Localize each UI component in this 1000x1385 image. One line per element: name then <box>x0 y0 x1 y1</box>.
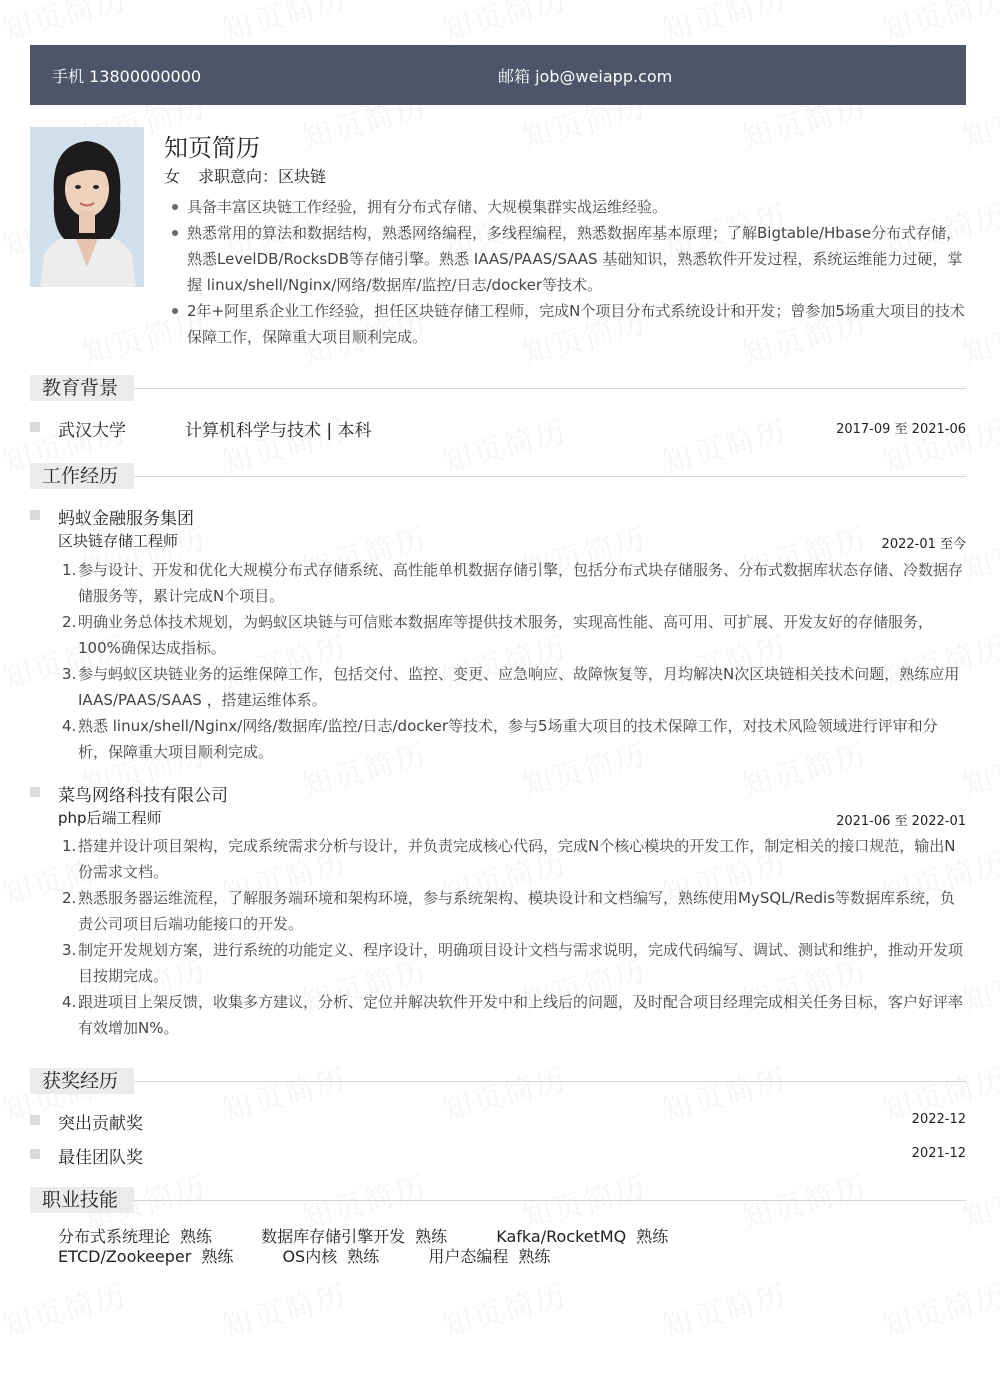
duty-text: 参与蚂蚁区块链业务的运维保障工作，包括交付、监控、变更、应急响应、故障恢复等，月均解决N次区块链相关技术问题，熟练应用 IAAS/PAAS/SAAS ，搭建运维体系。 <box>78 665 960 709</box>
watermark-text <box>0 1270 132 1346</box>
skill-level: 熟练 <box>347 1247 380 1266</box>
skill-item <box>428 1247 550 1267</box>
duty-text: 搭建并设计项目架构，完成系统需求分析与设计，并负责完成核心代码，完成N个核心模块的开发工作，制定相关的接口规范，输出N份需求文档。 <box>78 837 956 881</box>
duty-text: 明确业务总体技术规划，为蚂蚁区块链与可信账本数据库等提供技术服务，实现高性能、高可用、可扩展、开发友好的存储服务，100%确保达成指标。 <box>78 613 934 657</box>
section-header-work <box>30 463 966 489</box>
duty-list <box>58 557 964 765</box>
duty-item: 2. 明确业务总体技术规划，为蚂蚁区块链与可信账本数据库等提供技术服务，实现高性能、高可用、可扩展、开发友好的存储服务，100%确保达成指标。 <box>62 613 934 657</box>
skill-level: 熟练 <box>201 1247 234 1266</box>
duty-text: 熟悉服务器运维流程，了解服务端环境和架构环境，参与系统架构、模块设计和文档编写，熟练使用MySQL/Redis等数据库系统，负责公司项目后端功能接口的开发。 <box>78 889 956 933</box>
job-intent-label: 求职意向： <box>198 167 279 186</box>
award-name: 突出贡献奖 <box>58 1114 143 1134</box>
bullet-square-icon <box>30 510 40 520</box>
summary-list <box>166 194 966 350</box>
email-address: job@weiapp.com <box>535 67 673 86</box>
skill-name: OS内核 <box>282 1247 338 1266</box>
duty-text: 跟进项目上架反馈，收集多方建议，分析、定位并解决软件开发中和上线后的问题，及时配合项目经理完成相关任务目标，客户好评率有效增加N%。 <box>78 993 964 1037</box>
skills-row <box>58 1227 700 1247</box>
duty-item: 1. 参与设计、开发和优化大规模分布式存储系统、高性能单机数据存储引擎，包括分布式块存储服务、分布式数据库状态存储、冷数据存储服务等，累计完成N个项目。 <box>62 561 964 605</box>
job-role: php后端工程师 <box>58 809 162 827</box>
section-title: 获奖经历 <box>30 1068 134 1094</box>
watermark-text <box>656 1270 791 1346</box>
summary-item: 具备丰富区块链工作经验，拥有分布式存储、大规模集群实战运维经验。 <box>166 194 966 220</box>
watermark-text <box>216 1270 351 1346</box>
job-role: 区块链存储工程师 <box>58 532 179 550</box>
section-title: 教育背景 <box>30 375 134 401</box>
job-date: 2022-01 至今 <box>881 537 966 552</box>
gender: 女 <box>164 167 181 186</box>
watermark-text <box>876 0 1000 50</box>
duty-item: 4. 跟进项目上架反馈，收集多方建议，分析、定位并解决软件开发中和上线后的问题，及时配合项目经理完成相关任务目标，客户好评率有效增加N%。 <box>62 993 964 1037</box>
section-divider <box>134 476 966 477</box>
watermark-text <box>956 1378 1000 1385</box>
award-date: 2021-12 <box>911 1146 966 1161</box>
skill-name: 分布式系统理论 <box>58 1227 171 1246</box>
phone-contact <box>52 64 201 87</box>
profile-photo <box>30 127 144 287</box>
duty-text: 参与设计、开发和优化大规模分布式存储系统、高性能单机数据存储引擎，包括分布式块存储服务、分布式数据库状态存储、冷数据存储服务等，累计完成N个项目。 <box>78 561 964 605</box>
duty-text: 熟悉 linux/shell/Nginx/网络/数据库/监控/日志/docker等技术，参与5场重大项目的技术保障工作，对技术风险领域进行评审和分析，保障重大项目顺利完成。 <box>78 717 938 761</box>
watermark-text <box>436 1270 571 1346</box>
watermark-text <box>516 1378 651 1385</box>
skill-item <box>58 1247 233 1267</box>
skills-row <box>58 1247 582 1267</box>
watermark-text <box>216 0 351 50</box>
section-divider <box>134 1200 966 1201</box>
skill-level: 熟练 <box>636 1227 669 1246</box>
company-name: 菜鸟网络科技有限公司 <box>58 786 228 806</box>
phone-label: 手机 <box>52 67 85 86</box>
job-date: 2021-06 至 2022-01 <box>836 814 966 829</box>
watermark-text <box>436 0 571 50</box>
bullet-square-icon <box>30 787 40 797</box>
job-intent-line <box>164 164 344 187</box>
education-date: 2017-09 至 2021-06 <box>836 422 966 437</box>
section-divider <box>134 1081 966 1082</box>
candidate-name: 知页简历 <box>164 134 260 162</box>
duty-text: 制定开发规划方案，进行系统的功能定义、程序设计，明确项目设计文档与需求说明，完成代码编写、调试、测试和维护，推动开发项目按期完成。 <box>78 941 964 985</box>
company-name: 蚂蚁金融服务集团 <box>58 509 194 529</box>
skill-name: 用户态编程 <box>428 1247 509 1266</box>
duty-list <box>58 833 964 1041</box>
bullet-square-icon <box>30 1149 40 1159</box>
section-title: 工作经历 <box>30 463 134 489</box>
skill-item <box>282 1247 379 1267</box>
skill-name: Kafka/RocketMQ <box>496 1227 627 1246</box>
skill-item <box>58 1227 212 1247</box>
job-intent-value: 区块链 <box>278 167 327 186</box>
email-contact <box>498 64 672 87</box>
summary-item: 2年+阿里系企业工作经验，担任区块链存储工程师，完成N个项目分布式系统设计和开发；曾参加5场重大项目的技术保障工作，保障重大项目顺利完成。 <box>166 298 966 350</box>
watermark-text <box>876 1270 1000 1346</box>
watermark-text <box>76 1378 211 1385</box>
skill-level: 熟练 <box>518 1247 551 1266</box>
skill-level: 熟练 <box>415 1227 448 1246</box>
section-header-awards <box>30 1068 966 1094</box>
email-label: 邮箱 <box>498 67 531 86</box>
section-divider <box>134 388 966 389</box>
skill-name: 数据库存储引擎开发 <box>261 1227 406 1246</box>
award-date: 2022-12 <box>911 1112 966 1127</box>
duty-item: 2. 熟悉服务器运维流程，了解服务端环境和架构环境，参与系统架构、模块设计和文档编写，熟练使用MySQL/Redis等数据库系统，负责公司项目后端功能接口的开发。 <box>62 889 956 933</box>
skill-item <box>496 1227 668 1247</box>
duty-item: 3. 制定开发规划方案，进行系统的功能定义、程序设计，明确项目设计文档与需求说明，完成代码编写、调试、测试和维护，推动开发项目按期完成。 <box>62 941 964 985</box>
award-name: 最佳团队奖 <box>58 1148 143 1168</box>
phone-number: 13800000000 <box>89 67 202 86</box>
skill-level: 熟练 <box>180 1227 213 1246</box>
bullet-square-icon <box>30 422 40 432</box>
watermark-text <box>656 0 791 50</box>
skill-name: ETCD/Zookeeper <box>58 1247 192 1266</box>
duty-item: 3. 参与蚂蚁区块链业务的运维保障工作，包括交付、监控、变更、应急响应、故障恢复等，月均解决N次区块链相关技术问题，熟练应用 IAAS/PAAS/SAAS ，搭建运维体系。 <box>62 665 960 709</box>
watermark-text <box>0 0 132 50</box>
contact-bar <box>30 45 966 105</box>
education-major: 计算机科学与技术 | 本科 <box>185 421 372 441</box>
watermark-text <box>296 1378 431 1385</box>
section-header-education <box>30 375 966 401</box>
summary-item: 熟悉常用的算法和数据结构，熟悉网络编程，多线程编程，熟悉数据库基本原理；了解Bigtable/Hbase分布式存储，熟悉LevelDB/RocksDB等存储引擎。熟悉 IAAS/PAAS/SAAS 基础知识，熟悉软件开发过程，系统运维能力过硬，掌握 linux/shell/Nginx/网络/数据库/监控/日志/docker等技术。 <box>166 220 966 298</box>
section-header-skills <box>30 1187 966 1213</box>
duty-item: 1. 搭建并设计项目架构，完成系统需求分析与设计，并负责完成核心代码，完成N个核心模块的开发工作，制定相关的接口规范，输出N份需求文档。 <box>62 837 956 881</box>
duty-item: 4. 熟悉 linux/shell/Nginx/网络/数据库/监控/日志/docker等技术，参与5场重大项目的技术保障工作，对技术风险领域进行评审和分析，保障重大项目顺利完成。 <box>62 717 938 761</box>
watermark-text <box>736 1378 871 1385</box>
education-school: 武汉大学 <box>58 421 126 441</box>
section-title: 职业技能 <box>30 1187 134 1213</box>
skill-item <box>261 1227 447 1247</box>
bullet-square-icon <box>30 1115 40 1125</box>
